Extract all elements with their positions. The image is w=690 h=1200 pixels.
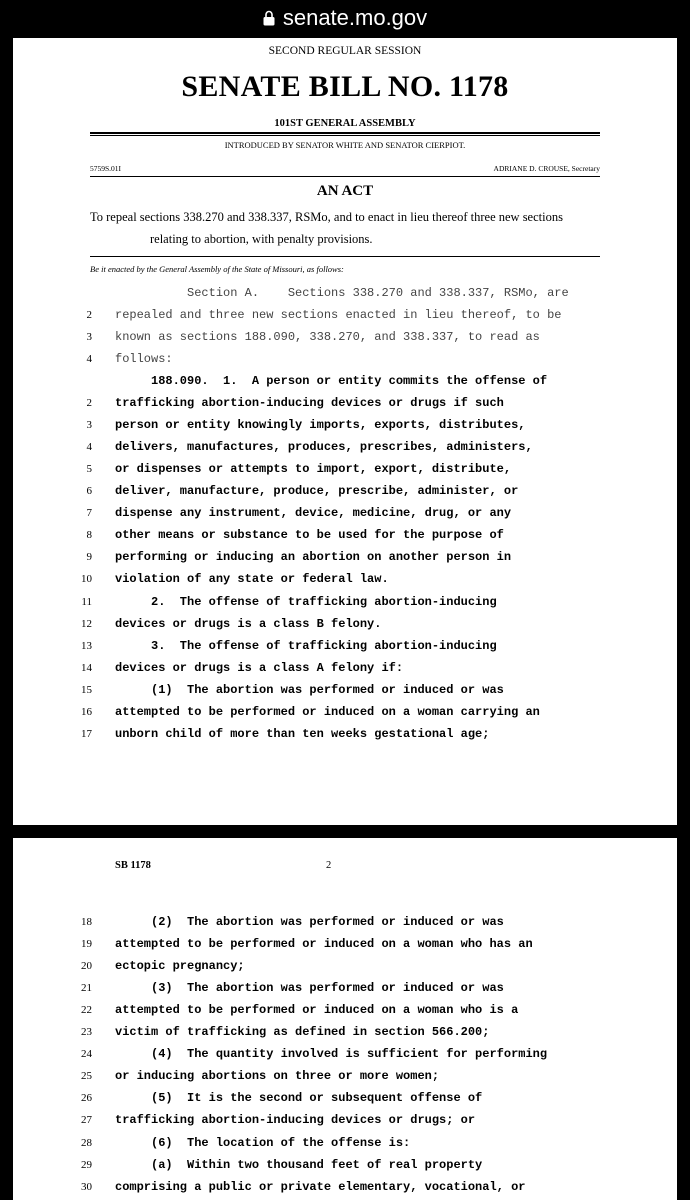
line-text: known as sections 188.090, 338.270, and 338.337, to read as — [115, 330, 540, 344]
line-number: 6 — [86, 485, 92, 498]
divider-thin — [90, 135, 600, 136]
line-text: attempted to be performed or induced on a woman who is a — [115, 1003, 519, 1018]
bill-number: 5759S.01I — [90, 164, 122, 173]
line-text: delivers, manufactures, produces, prescribes, administers, — [115, 440, 533, 455]
line-number: 17 — [81, 727, 92, 740]
divider — [90, 256, 600, 257]
line-text: (a) Within two thousand feet of real property — [115, 1157, 483, 1172]
line-number: 13 — [81, 639, 92, 652]
line-text: dispense any instrument, device, medicine, drug, or any — [115, 506, 512, 521]
line-text: other means or substance to be used for the purpose of — [115, 528, 504, 543]
line-number: 24 — [81, 1048, 92, 1061]
line-number: 9 — [86, 551, 92, 564]
purpose-line-1: To repeal sections 338.270 and 338.337, RSMo, and to enact in lieu thereof three new sections — [90, 210, 563, 224]
line-number: 18 — [81, 916, 92, 928]
page-number: 2 — [326, 860, 332, 871]
line-text: (5) It is the second or subsequent offense of — [115, 1091, 483, 1106]
line-number: 3 — [86, 419, 92, 432]
session-label: SECOND REGULAR SESSION — [268, 45, 422, 57]
line-number: 22 — [81, 1004, 92, 1017]
line-number: 21 — [81, 982, 92, 995]
line-text: 2. The offense of trafficking abortion-inducing — [115, 594, 497, 609]
enacting-clause: Be it enacted by the General Assembly of the State of Missouri, as follows: — [90, 264, 344, 274]
line-text: devices or drugs is a class B felony. — [115, 616, 382, 631]
line-number: 30 — [81, 1180, 92, 1193]
line-text: trafficking abortion-inducing devices or drugs; or — [115, 1113, 476, 1128]
line-text: performing or inducing an abortion on another person in — [115, 550, 512, 565]
line-number: 4 — [86, 441, 92, 454]
assembly-label: 101ST GENERAL ASSEMBLY — [274, 118, 416, 129]
page-header-bill: SB 1178 — [115, 860, 151, 871]
line-number: 3 — [86, 331, 92, 343]
line-text: 188.090. 1. A person or entity commits the offense of — [115, 374, 548, 388]
line-number: 4 — [86, 353, 92, 365]
line-text: ectopic pregnancy; — [115, 959, 245, 974]
line-number: 15 — [81, 683, 92, 696]
line-text: unborn child of more than ten weeks gestational age; — [115, 726, 490, 741]
line-text: Section A. Sections 338.270 and 338.337, RSMo, are — [115, 286, 569, 300]
line-number: 19 — [81, 938, 92, 951]
act-title: AN ACT — [316, 183, 374, 199]
line-number: 25 — [81, 1070, 92, 1083]
secretary-name: ADRIANE D. CROUSE, Secretary — [493, 164, 600, 173]
line-text: deliver, manufacture, produce, prescribe, administer, or — [115, 484, 519, 499]
line-number: 10 — [81, 573, 92, 586]
line-text: follows: — [115, 352, 173, 366]
document-page-2 — [13, 838, 677, 1200]
line-number: 26 — [81, 1092, 92, 1105]
url-text: senate.mo.gov — [282, 5, 428, 30]
line-text: (2) The abortion was performed or induced or was — [115, 915, 504, 929]
purpose-line-2: relating to abortion, with penalty provisions. — [150, 232, 373, 246]
url-display[interactable] — [0, 3, 690, 33]
line-text: devices or drugs is a class A felony if: — [115, 660, 404, 675]
line-number: 8 — [86, 529, 92, 542]
lock-icon — [263, 10, 275, 26]
line-text: victim of trafficking as defined in section 566.200; — [115, 1025, 490, 1040]
line-number: 28 — [81, 1136, 92, 1149]
line-number: 29 — [81, 1158, 92, 1171]
line-number: 16 — [81, 705, 92, 718]
line-number: 7 — [86, 507, 92, 520]
line-number: 11 — [81, 595, 92, 608]
line-number: 14 — [81, 661, 92, 674]
line-text: or dispenses or attempts to import, export, distribute, — [115, 462, 512, 477]
line-number: 20 — [81, 960, 92, 973]
line-text: attempted to be performed or induced on a woman carrying an — [115, 704, 540, 719]
line-text: attempted to be performed or induced on a woman who has an — [115, 937, 533, 952]
line-text: or inducing abortions on three or more women; — [115, 1069, 440, 1084]
divider-thick — [90, 132, 600, 134]
line-text: (6) The location of the offense is: — [115, 1135, 411, 1150]
line-text: violation of any state or federal law. — [115, 572, 389, 587]
line-text: person or entity knowingly imports, exports, distributes, — [115, 418, 526, 433]
line-number: 27 — [81, 1114, 92, 1127]
line-number: 2 — [86, 309, 92, 321]
browser-address-bar[interactable] — [0, 0, 690, 38]
line-text: comprising a public or private elementary, vocational, or — [115, 1179, 526, 1194]
bill-title: SENATE BILL NO. 1178 — [181, 70, 509, 103]
introduced-by: INTRODUCED BY SENATOR WHITE AND SENATOR CIERPIOT. — [224, 140, 466, 150]
line-text: 3. The offense of trafficking abortion-inducing — [115, 638, 497, 653]
line-text: (3) The abortion was performed or induced or was — [115, 981, 504, 996]
line-text: repealed and three new sections enacted in lieu thereof, to be — [115, 308, 562, 322]
line-number: 12 — [81, 617, 92, 630]
line-number: 5 — [86, 463, 92, 476]
line-text: trafficking abortion-inducing devices or drugs if such — [115, 396, 504, 411]
line-text: (4) The quantity involved is sufficient for performing — [115, 1047, 548, 1062]
line-number: 23 — [81, 1026, 92, 1039]
line-text: (1) The abortion was performed or induced or was — [115, 682, 504, 697]
divider — [90, 176, 600, 177]
document-page-1 — [13, 38, 677, 825]
line-number: 2 — [86, 397, 92, 410]
